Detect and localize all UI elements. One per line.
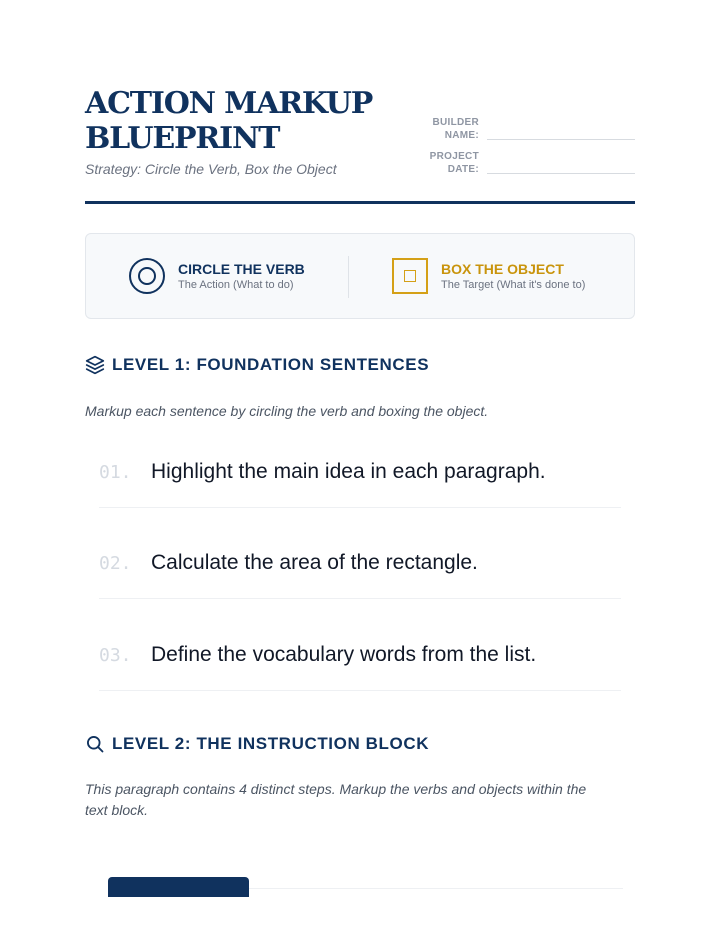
instruction-block-rule: [249, 888, 623, 889]
sentence-row[interactable]: [99, 551, 621, 599]
legend-divider: [348, 256, 349, 298]
legend-verb-title: CIRCLE THE VERB: [178, 260, 305, 277]
builder-name-field[interactable]: [487, 139, 635, 140]
level1-heading: [85, 355, 429, 375]
level2-instruction: [85, 779, 586, 821]
level2-title: LEVEL 2: THE INSTRUCTION BLOCK: [112, 734, 430, 753]
legend-verb: [129, 258, 305, 294]
box-icon: [392, 258, 428, 294]
instruction-block-tab: [108, 877, 249, 897]
level2-instruction-line-2: text block.: [85, 802, 149, 818]
search-icon: [85, 734, 105, 754]
level2-heading: [85, 734, 429, 754]
meta-fields: [415, 116, 635, 184]
project-date-row: [415, 150, 635, 176]
page-title: [85, 86, 405, 156]
sentence-number: 02.: [99, 553, 132, 574]
legend-verb-subtitle: The Action (What to do): [178, 278, 294, 291]
builder-label-line-1: BUILDER: [432, 117, 479, 128]
header-divider: [85, 201, 635, 204]
level2-instruction-line-1: This paragraph contains 4 distinct steps. Markup the verbs and objects within the: [85, 781, 587, 797]
markup-legend: [85, 233, 635, 319]
sentence-text[interactable]: Define the vocabulary words from the list.: [151, 643, 537, 666]
project-date-field[interactable]: [487, 173, 635, 174]
layers-icon: [85, 355, 105, 375]
project-date-label: [415, 150, 487, 176]
strategy-subtitle: Strategy: Circle the Verb, Box the Object: [85, 161, 337, 177]
worksheet-page: [85, 0, 635, 932]
sentence-text[interactable]: Calculate the area of the rectangle.: [151, 551, 478, 574]
legend-object: [392, 258, 585, 294]
builder-label-line-2: NAME:: [444, 130, 479, 141]
project-label-line-2: DATE:: [447, 164, 479, 175]
sentence-number: 03.: [99, 645, 132, 666]
title-line-2: BLUEPRINT: [85, 121, 280, 156]
level1-title: LEVEL 1: FOUNDATION SENTENCES: [112, 355, 430, 374]
project-label-line-1: PROJECT: [429, 151, 479, 162]
sentence-text[interactable]: Highlight the main idea in each paragraph.: [151, 460, 546, 483]
sentence-row[interactable]: [99, 643, 621, 691]
circle-icon: [129, 258, 165, 294]
builder-name-label: [415, 116, 487, 142]
builder-name-row: [415, 116, 635, 142]
legend-object-subtitle: The Target (What it's done to): [441, 278, 586, 291]
level1-instruction: Markup each sentence by circling the verb and boxing the object.: [85, 403, 489, 419]
title-line-1: ACTION MARKUP: [85, 86, 373, 121]
header: [85, 86, 635, 208]
sentence-number: 01.: [99, 462, 132, 483]
sentence-row[interactable]: [99, 460, 621, 508]
legend-object-title: BOX THE OBJECT: [441, 260, 564, 277]
